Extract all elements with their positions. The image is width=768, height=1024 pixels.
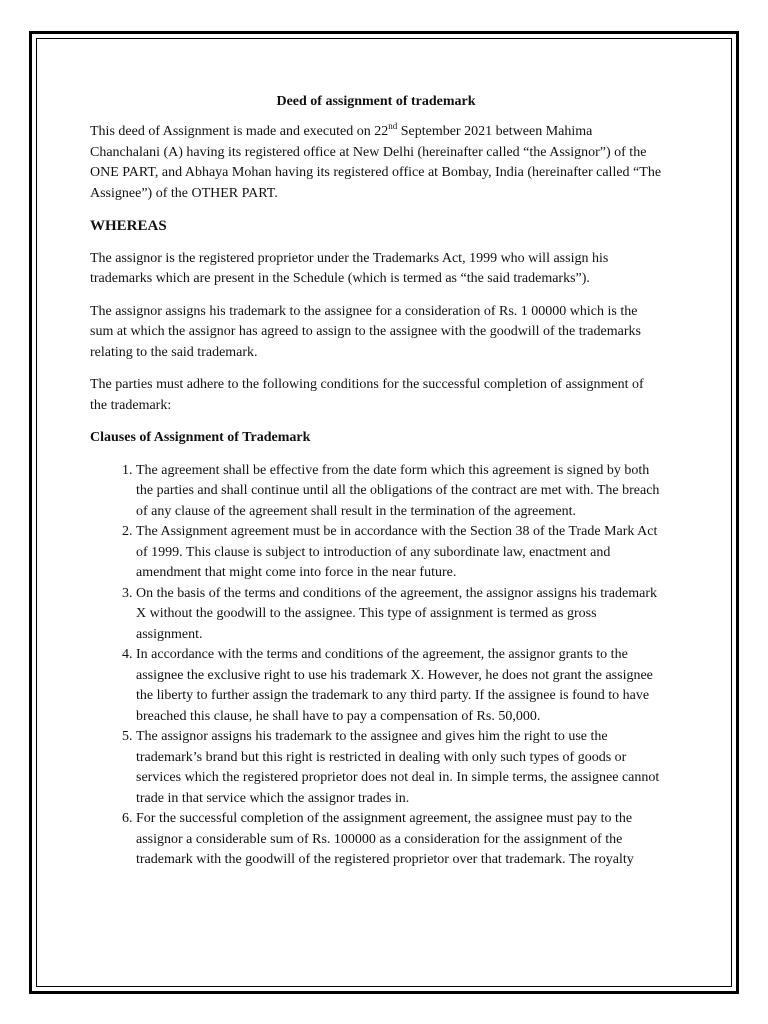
date-ordinal-suffix: nd <box>388 121 398 131</box>
clause-item: 4. In accordance with the terms and conditions of the agreement, the assignor grants to the assignee the exclusive right to use his trademark X. However, he does not grant the assignee the liberty to further assign the trademark to any third party. If the assignee is found to have breached this clause, he shall have to pay a compensation of Rs. 50,000. <box>136 645 662 727</box>
paragraph-registered-proprietor: The assignor is the registered proprietor under the Trademarks Act, 1999 who will assign his trademarks which are present in the Schedule (which is termed as “the said trademarks”). <box>90 250 609 286</box>
clause-item: 3. On the basis of the terms and conditions of the agreement, the assignor assigns his trademark X without the goodwill to the assignee. This type of assignment is termed as gross assignment. <box>136 584 662 646</box>
whereas-heading: WHEREAS <box>90 218 167 234</box>
intro-paragraph <box>90 122 662 204</box>
clauses-heading: Clauses of Assignment of Trademark <box>90 430 311 445</box>
intro-text-end: September 2021 between Mahima Chanchalani (A) having its registered office at New Delhi (hereinafter called “the Assignor”) of the ONE PART, and Abhaya Mohan having its registered office at Bombay, India (hereinafter called “The Assignee”) of the OTHER PART. <box>90 124 662 201</box>
clause-item: 1. The agreement shall be effective from the date form which this agreement is signed by both the parties and shall continue until all the obligations of the contract are met with. The breach of any clause of the agreement shall result in the termination of the agreement. <box>136 461 662 523</box>
intro-text-start: This deed of Assignment is made and executed on 22 <box>90 124 389 139</box>
clauses-list <box>90 461 662 871</box>
clause-item: 2. The Assignment agreement must be in accordance with the Section 38 of the Trade Mark Act of 1999. This clause is subject to introduction of any subordinate law, enactment and amendment that might come into force in the near future. <box>136 522 662 584</box>
clause-item: 5. The assignor assigns his trademark to the assignee and gives him the right to use the trademark’s brand but this right is restricted in dealing with only such types of goods or services which the registered proprietor does not deal in. In simple terms, the assignee cannot trade in that service which the assignor trades in. <box>136 727 662 809</box>
document-title: Deed of assignment of trademark <box>276 94 476 109</box>
paragraph-consideration: The assignor assigns his trademark to the assignee for a consideration of Rs. 1 00000 which is the sum at which the assignor has agreed to assign to the assignee with the goodwill of the trademarks relating to the said trademark. <box>90 303 641 360</box>
paragraph-conditions: The parties must adhere to the following conditions for the successful completion of assignment of the trademark: <box>90 377 644 413</box>
clause-item: 6. For the successful completion of the assignment agreement, the assignee must pay to the assignor a considerable sum of Rs. 100000 as a consideration for the assignment of the trademark with the goodwill of the registered proprietor over that trademark. The royalty <box>136 809 662 871</box>
document-body <box>90 92 662 871</box>
